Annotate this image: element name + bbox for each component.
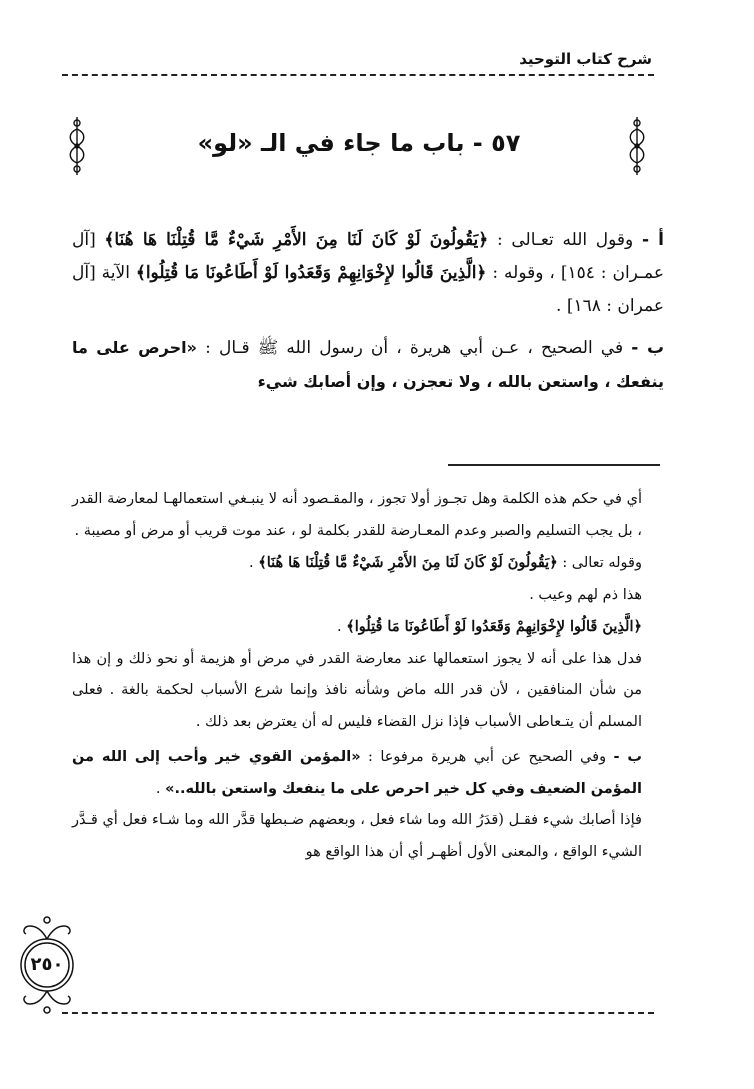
commentary-paragraph-4 <box>72 611 664 644</box>
section-a-intro: وقول الله تعـالى : <box>496 230 634 250</box>
verse-1-reference: [آل عمـران : ١٥٤] ، وقوله : <box>72 230 665 283</box>
commentary-p6-end: . <box>155 780 166 797</box>
commentary-text <box>72 484 664 868</box>
page-number: ٢٥٠ <box>30 954 64 975</box>
right-ornament-icon <box>624 115 650 177</box>
commentary-paragraph-3: هذا ذم لهم وعيب . <box>529 586 642 603</box>
commentary-b-label: ب - <box>613 749 643 765</box>
chapter-title: ٥٧ - باب ما جاء في الـ «لو» <box>197 129 521 157</box>
section-a-label: أ - <box>641 230 665 250</box>
verse-2-reference: الآية [آل عمران : ١٦٨] . <box>72 263 664 316</box>
commentary-p2-end: . <box>248 555 259 571</box>
commentary-hadith: «المؤمن القوي خير وأحب إلى الله من المؤمن الضعيف وفي كل خير احرص على ما ينفعك واستعن بالله..» <box>72 749 642 797</box>
header-divider <box>62 74 654 76</box>
commentary-verse-1: ﴿يَقُولُونَ لَوْ كَانَ لَنَا مِنَ الأَمْرِ شَيْءٌ مَّا قُتِلْنَا هَا هُنَا﴾ <box>258 554 558 571</box>
commentary-paragraph-5: فدل هذا على أنه لا يجوز استعمالها عند معارضة القدر في مرض أو هزيمة أو نحو ذلك و إن هذا من شأن المنافقين ، لأن قدر الله ماض وشأنه نافذ وإنما شرع الأسباب لحكمة بالغة . فعلى المسلم أن يتـعاطى الأسباب فإذا نزل القضاء فليس له أن يعترض بعد ذلك . <box>72 650 642 730</box>
commentary-paragraph-1: أي في حكم هذه الكلمة وهل تجـوز أولا تجوز ، والمقـصود أنه لا ينبـغي استعمالهـا لمعارضة القدر ، بل يجب التسليم والصبر وعدم المعـارضة للقدر بكلمة لو ، عند موت قريب أو مرض أو مصيبة . <box>72 491 642 539</box>
main-text <box>72 224 664 399</box>
commentary-p2-intro: وقوله تعالى : <box>562 555 642 571</box>
commentary-divider <box>448 464 660 466</box>
footer-divider <box>62 1012 654 1014</box>
commentary-verse-2: ﴿الَّذِينَ قَالُوا لإِخْوَانِهِمْ وَقَعَدُوا لَوْ أَطَاعُونَا مَا قُتِلُوا﴾ <box>346 618 642 635</box>
quran-verse-1: ﴿يَقُولُونَ لَوْ كَانَ لَنَا مِنَ الأَمْرِ شَيْءٌ مَّا قُتِلْنَا هَا هُنَا﴾ <box>104 230 489 250</box>
section-b <box>72 331 664 399</box>
commentary-p6-text: وفي الصحيح عن أبي هريرة مرفوعا : <box>368 749 607 765</box>
page-number-frame <box>12 912 82 1018</box>
section-b-label: ب - <box>631 338 665 358</box>
commentary-paragraph-2 <box>72 547 664 580</box>
running-head: شرح كتاب التوحيد <box>519 50 652 68</box>
section-a <box>72 224 664 323</box>
commentary-paragraph-6 <box>72 742 664 805</box>
hadith-text: «احرص على ما ينفعك ، واستعن بالله ، ولا تعجزن ، وإن أصابك شيء <box>72 338 664 391</box>
chapter-heading <box>60 115 658 175</box>
commentary-paragraph-7: فإذا أصابك شيء فقـل (قدَرُ الله وما شاء فعل ، وبعضهم ضـبطها قدَّر الله وما شـاء فعل أي قـدَّر الشيء الواقع ، والمعنى الأول أظهـر أي أن هذا الواقع هو <box>72 812 642 860</box>
quran-verse-2: ﴿الَّذِينَ قَالُوا لإِخْوَانِهِمْ وَقَعَدُوا لَوْ أَطَاعُونَا مَا قُتِلُوا﴾ <box>135 263 487 283</box>
section-b-text: في الصحيح ، عـن أبي هريرة ، أن رسول الله ﷺ قـال : <box>205 338 624 358</box>
commentary-p4-end: . <box>337 619 347 635</box>
